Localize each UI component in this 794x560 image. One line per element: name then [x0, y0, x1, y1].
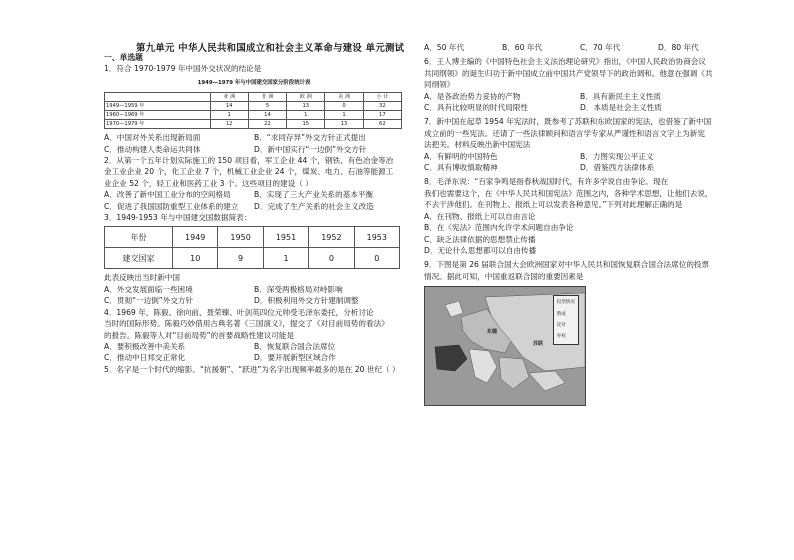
q6-options	[424, 91, 736, 114]
table-cell: 13	[325, 120, 363, 129]
q5-stem: 5．名字是一个时代的缩影。“抗援朝”、“跃进”为名字出现频率最多的是在 20 世纪（ ）	[104, 364, 400, 374]
q8-line: 不去干涉他们。在刊物上、报纸上可以发表各种意见。”下列对此理解正确的是	[424, 200, 683, 210]
table-row	[105, 248, 400, 269]
right-column	[424, 42, 736, 406]
q1-option-a[interactable]: A．中国对外关系出现新局面	[104, 133, 201, 143]
q2-option-a[interactable]: A．改善了新中国工业分布的空间格局	[104, 190, 231, 200]
table-cell: 1950	[218, 227, 263, 248]
q1-stem: 1．符合 1970-1979 年中国外交状况的结论是	[104, 64, 262, 74]
q4-option-c[interactable]: C．推动中日邦交正常化	[104, 353, 186, 363]
q5-option-a[interactable]: A．50 年代	[424, 43, 465, 52]
table-cell: 0	[354, 248, 399, 269]
table-cell: 1952	[309, 227, 354, 248]
q3-option-d[interactable]: D．积极利用外交方针建制调整	[254, 296, 359, 306]
table-cell: 1960—1969 年	[105, 111, 211, 120]
q9-line: 9．下图是第 26 届联合国大会欧洲国家对中华人民共和国恢复联合国合法席位的投票	[424, 260, 710, 270]
q8-option-d[interactable]: D．无论什么思想都可以自由传播	[424, 245, 537, 255]
q1-option-d[interactable]: D．新中国实行“一边倒”外交方针	[254, 144, 367, 154]
q5-option-b[interactable]: B．60 年代	[502, 43, 543, 52]
q4-line: 的报告。陈毅等人对“目前局势”的首要战略性建议可能是	[104, 330, 295, 340]
q4-option-b[interactable]: B．恢复联合国合法席位	[254, 341, 336, 351]
table-cell: 1949—1959 年	[105, 102, 211, 111]
table-row	[105, 102, 402, 111]
q1-th: 非 洲	[248, 93, 286, 102]
q2-line: 业企业 52 个，轻工业和医药工业 3 个。这些项目的建设（ ）	[104, 178, 313, 188]
q8-option-a[interactable]: A．在刊物、报纸上可以自由言论	[424, 211, 536, 221]
map-label-soviet: 苏联	[533, 341, 544, 348]
q2-option-c[interactable]: C．促进了我国国防重型工业体系的建立	[104, 201, 239, 211]
q7-line: 法把关。材料反映出新中国宪法	[424, 140, 531, 150]
q5-options	[424, 42, 736, 53]
q8-line: 我们也需要这个，在《中华人民共和国宪法》范围之内，各种学术思想，让他们去说，	[424, 188, 713, 198]
q1-option-b[interactable]: B．“求同存异”外交方针正式提出	[254, 133, 366, 143]
q7-line: 成立前的一些宪法。还请了一些法律顾问和语言学专家从严谨性和语言文字上为新宪	[424, 128, 705, 138]
q3-option-a[interactable]: A．外交发展面临一些困境	[104, 284, 193, 294]
table-cell: 1951	[263, 227, 308, 248]
q1-option-c[interactable]: C．推动构建人类命运共同体	[104, 144, 201, 154]
q4-options	[104, 341, 404, 364]
table-cell: 14	[248, 111, 286, 120]
q7-option-c[interactable]: C．具有博收慎取精神	[424, 163, 498, 173]
q1-th: 小 计	[363, 93, 401, 102]
section-heading: 一、单选题	[104, 53, 143, 62]
q7-line: 7．新中国在起草 1954 年宪法时，既参考了苏联和东欧国家的宪法，也借鉴了新中国	[424, 117, 712, 127]
q7-option-d[interactable]: D．借鉴西方法律体系	[580, 163, 655, 173]
q3-follow: 此表反映出当时新中国	[104, 273, 180, 283]
q6-option-c[interactable]: C．具有比较明显的时代局限性	[424, 103, 529, 113]
europe-vote-map	[424, 286, 586, 406]
q2-line: 金工业企业 20 个，化工企业 7 个，机械工业企业 24 个，煤炭、电力、石油等能源工	[104, 167, 394, 177]
q6-option-d[interactable]: D．本质是社会主义性质	[580, 103, 662, 113]
table-cell: 1970—1979 年	[105, 120, 211, 129]
table-cell: 1953	[354, 227, 399, 248]
q1-options	[104, 132, 404, 155]
q3-stem: 3．1949-1953 年与中国建交国数据简表：	[104, 213, 252, 223]
table-cell: 62	[363, 120, 401, 129]
q1-th: 美 洲	[325, 93, 363, 102]
table-cell: 22	[248, 120, 286, 129]
q7-option-b[interactable]: B．力图实现公平正义	[580, 151, 654, 161]
table-cell: 年份	[105, 227, 173, 248]
table-cell: 1	[325, 111, 363, 120]
q6-option-b[interactable]: B．具有新民主主义性质	[580, 91, 662, 101]
q3-options	[104, 284, 404, 307]
q1-th	[105, 93, 211, 102]
table-cell: 1	[210, 111, 248, 120]
table-cell: 12	[210, 120, 248, 129]
q4-line: 4．1969 年，陈毅、徐向前、聂荣臻、叶剑英四位元帅受毛泽东委托，分析讨论	[104, 307, 374, 317]
q4-option-d[interactable]: D．要开展新型区域合作	[254, 353, 336, 363]
q4-line: 当时的国际形势。陈毅巧妙借用古典名著《三国演义》，提交了《对目前局势的看法》	[104, 319, 389, 329]
q3-option-c[interactable]: C．贯彻“一边倒”外交方针	[104, 296, 194, 306]
q2-option-b[interactable]: B．实现了三大产业关系的基本平衡	[254, 190, 374, 200]
q6-line: 6．王人博主编的《中国特色社会主义法治理论研究》指出，《中国人民政治协商会议	[424, 57, 706, 67]
q8-line: 8．毛泽东说：“百家争鸣是指春秋战国时代，有许多学说自由争论。现在	[424, 177, 669, 187]
table-cell: 15	[287, 120, 325, 129]
legend-item: 反对	[556, 322, 566, 328]
table-cell: 1	[263, 248, 308, 269]
q1-th: 亚 洲	[210, 93, 248, 102]
table-cell: 建交国家	[105, 248, 173, 269]
table-cell: 17	[363, 111, 401, 120]
q7-options	[424, 151, 736, 174]
table-cell: 5	[248, 102, 286, 111]
q2-option-d[interactable]: D．完成了生产关系的社会主义改造	[254, 201, 374, 211]
table-cell: 10	[173, 248, 218, 269]
q6-option-a[interactable]: A．是各政治势力妥协的产物	[424, 91, 521, 101]
legend-item: 弃权	[556, 334, 566, 340]
q4-option-a[interactable]: A．要积极改善中美关系	[104, 341, 186, 351]
page-title: 第九单元 中华人民共和国成立和社会主义革命与建设 单元测试	[136, 43, 405, 54]
q1-table-header-row	[105, 93, 402, 102]
table-row	[105, 227, 400, 248]
q6-line: 同纲领》	[424, 80, 455, 90]
table-cell: 32	[363, 102, 401, 111]
q5-option-c[interactable]: C．70 年代	[580, 43, 621, 52]
table-cell: 13	[287, 102, 325, 111]
map-label-east-germany: 东德	[487, 329, 498, 336]
q8-option-c[interactable]: C．缺乏法律依据的思想禁止传播	[424, 234, 536, 244]
left-column	[104, 52, 404, 375]
legend-title: 投票情况	[556, 300, 575, 306]
table-cell: 0	[309, 248, 354, 269]
q6-line: 共同纲领》的诞生归功于新中国成立前中国共产党领导下的政治调和。他意在强调《共	[424, 68, 713, 78]
q9-line: 情况。据此可知，中国重返联合国的重要因素是	[424, 271, 584, 281]
q2-options	[104, 189, 404, 212]
q2-line: 2．从第一个五年计划实际施工的 150 项目看，军工企业 44 个，钢铁、有色冶金等冶	[104, 156, 394, 166]
table-cell: 9	[218, 248, 263, 269]
q1-table-title: 1949—1979 年与中国建交国家分阶段统计表	[197, 79, 311, 86]
q3-option-b[interactable]: B．深受两极格局对峙影响	[254, 284, 343, 294]
q3-table	[104, 226, 400, 269]
table-cell: 14	[210, 102, 248, 111]
table-row	[105, 111, 402, 120]
q1-table	[104, 92, 402, 129]
q1-th: 欧 洲	[287, 93, 325, 102]
legend-item: 赞成	[556, 311, 566, 317]
q8-option-b[interactable]: B．在《宪法》范围内允许学术问题自由争论	[424, 223, 574, 233]
map-legend	[553, 295, 579, 345]
q5-option-d[interactable]: D．80 年代	[658, 43, 699, 52]
table-cell: 0	[325, 102, 363, 111]
table-cell: 1949	[173, 227, 218, 248]
q7-option-a[interactable]: A．有鲜明的中国特色	[424, 151, 498, 161]
table-cell: 1	[287, 111, 325, 120]
table-row	[105, 120, 402, 129]
